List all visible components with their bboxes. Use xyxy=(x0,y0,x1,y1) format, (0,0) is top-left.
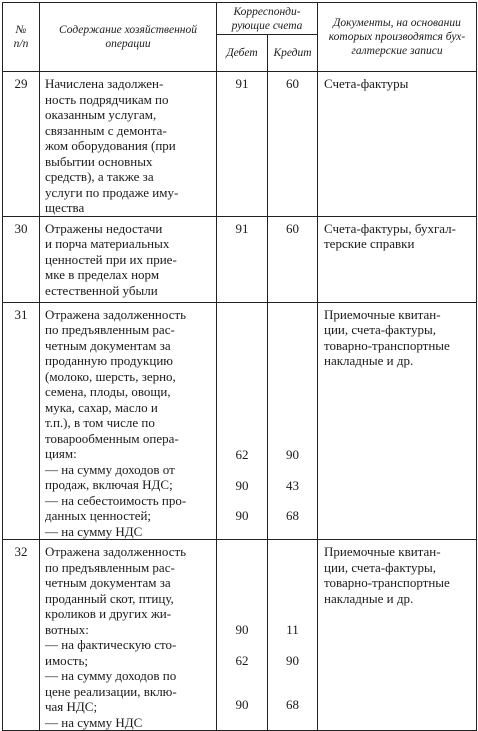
description-line: — на себестоимость про- xyxy=(45,492,187,508)
header-documents-line: галтерские записи xyxy=(351,45,443,57)
header-accounts-line: Корреспонди- xyxy=(233,5,301,18)
description-line: Отражены недостачи xyxy=(45,220,163,236)
debit-value: 62 xyxy=(235,653,249,668)
description-line: проданную продукцию xyxy=(45,353,173,368)
description-line: мука, сахар, масло и xyxy=(45,399,158,415)
description-line: — на сумму доходов по xyxy=(45,668,177,683)
description-line: четным документам за xyxy=(45,575,171,590)
debit-value: 62 xyxy=(235,446,249,462)
header-content-line: Содержание хозяйственной xyxy=(58,24,198,36)
description-line: услуги по продаже иму- xyxy=(45,184,179,200)
row-number: 31 xyxy=(3,302,40,540)
description-line: вотных: xyxy=(45,621,89,637)
documents-line: Счета-фактуры xyxy=(324,76,409,91)
row-number: 29 xyxy=(3,72,40,217)
documents-line: терские справки xyxy=(324,236,415,251)
description-line: ценностей при их прие- xyxy=(45,251,177,267)
credit-value: 68 xyxy=(286,697,299,712)
credit-cell xyxy=(268,216,318,302)
description-line: мке в пределах норм xyxy=(45,267,160,282)
row-description xyxy=(40,540,217,731)
documents-line: накладные и др. xyxy=(324,353,414,368)
credit-cell xyxy=(268,540,318,731)
header-accounts xyxy=(217,3,318,35)
description-line: Начислена задолжен- xyxy=(45,76,164,91)
description-line: продаж, включая НДС; xyxy=(45,477,173,492)
documents-line: товарно-транспортные xyxy=(324,337,450,353)
header-number-line: п/п xyxy=(13,38,29,50)
debit-value: 90 xyxy=(235,477,249,493)
description-line: проданный скот, птицу, xyxy=(45,590,174,606)
header-number-line: № xyxy=(15,24,27,36)
description-line: щества xyxy=(45,200,85,215)
header-content-line: операции xyxy=(105,38,151,50)
description-line: т.п.), в том числе по xyxy=(45,415,155,430)
description-line: имость; xyxy=(45,652,88,668)
row-documents xyxy=(318,302,477,540)
debit-cell xyxy=(217,72,268,217)
table-row xyxy=(3,540,477,731)
row-description xyxy=(40,216,217,302)
row-number: 32 xyxy=(3,540,40,731)
credit-cell xyxy=(268,72,318,217)
credit-cell xyxy=(268,302,318,540)
description-line: ность подрядчикам по xyxy=(45,91,169,107)
credit-value: 60 xyxy=(286,76,299,91)
debit-value: 91 xyxy=(235,220,249,236)
description-line: чая НДС; xyxy=(45,699,98,714)
credit-value: 60 xyxy=(286,220,299,236)
credit-value: 90 xyxy=(286,446,299,462)
debit-cell xyxy=(217,540,268,731)
description-line: данных ценностей; xyxy=(45,508,152,523)
row-description xyxy=(40,72,217,217)
accounting-entries-table xyxy=(2,2,477,731)
credit-value: 90 xyxy=(286,653,299,668)
table-row xyxy=(3,216,477,302)
accounting-entries-page xyxy=(2,2,476,731)
description-line: четным документам за xyxy=(45,337,171,353)
description-line: (молоко, шерсть, зерно, xyxy=(45,368,176,384)
documents-line: товарно-транспортные xyxy=(324,575,450,590)
documents-line: ции, счета-фактуры, xyxy=(324,322,436,337)
header-credit: Кредит xyxy=(268,35,318,72)
debit-cell xyxy=(217,302,268,540)
row-documents xyxy=(318,540,477,731)
table-row xyxy=(3,72,477,217)
description-line: жом оборудования (при xyxy=(45,138,176,153)
description-line: оказанным услугам, xyxy=(45,107,157,122)
credit-value: 11 xyxy=(286,622,299,637)
description-line: Отражена задолженность xyxy=(45,544,187,559)
documents-line: Приемочные квитан- xyxy=(324,544,441,559)
header-documents-line: Документы, на основании xyxy=(333,17,461,29)
description-line: — на фактическую сто- xyxy=(45,637,177,652)
description-line: естественной убыли xyxy=(45,282,158,298)
header-documents-line: которых производятся бух- xyxy=(328,31,466,43)
credit-value: 43 xyxy=(286,477,299,493)
debit-value: 90 xyxy=(235,622,249,637)
description-line: цене реализации, вклю- xyxy=(45,683,177,699)
description-line: выбытии основных xyxy=(45,153,153,169)
description-line: по предъявленным рас- xyxy=(45,559,175,575)
debit-cell xyxy=(217,216,268,302)
description-line: — на сумму НДС xyxy=(45,714,143,730)
row-number: 30 xyxy=(3,216,40,302)
description-line: по предъявленным рас- xyxy=(45,322,175,337)
header-number xyxy=(3,3,40,72)
description-line: связанным с демонта- xyxy=(45,122,167,138)
row-documents xyxy=(318,72,477,217)
header-documents xyxy=(318,3,477,72)
description-line: циям: xyxy=(45,446,77,461)
description-line: семена, плоды, овощи, xyxy=(45,384,171,399)
description-line: — на сумму доходов от xyxy=(45,461,175,477)
debit-value: 90 xyxy=(235,507,249,523)
description-line: и порча материальных xyxy=(45,236,170,251)
header-accounts-line: рующие счета xyxy=(231,19,303,32)
table-row xyxy=(3,302,477,540)
header-content xyxy=(40,3,217,72)
row-documents xyxy=(318,216,477,302)
description-line: — на сумму НДС xyxy=(45,523,143,539)
description-line: кроликов и других жи- xyxy=(45,606,172,621)
credit-value: 68 xyxy=(286,507,299,523)
debit-value: 91 xyxy=(235,76,249,91)
debit-value: 90 xyxy=(235,697,249,712)
description-line: товарообменным опера- xyxy=(45,430,179,446)
documents-line: Счета-фактуры, бухгал- xyxy=(324,220,456,236)
documents-line: Приемочные квитан- xyxy=(324,306,441,322)
documents-line: накладные и др. xyxy=(324,590,414,606)
description-line: средств), а также за xyxy=(45,169,154,184)
row-description xyxy=(40,302,217,540)
header-debit: Дебет xyxy=(217,35,268,72)
description-line: Отражена задолженность xyxy=(45,306,187,322)
documents-line: ции, счета-фактуры, xyxy=(324,559,436,575)
